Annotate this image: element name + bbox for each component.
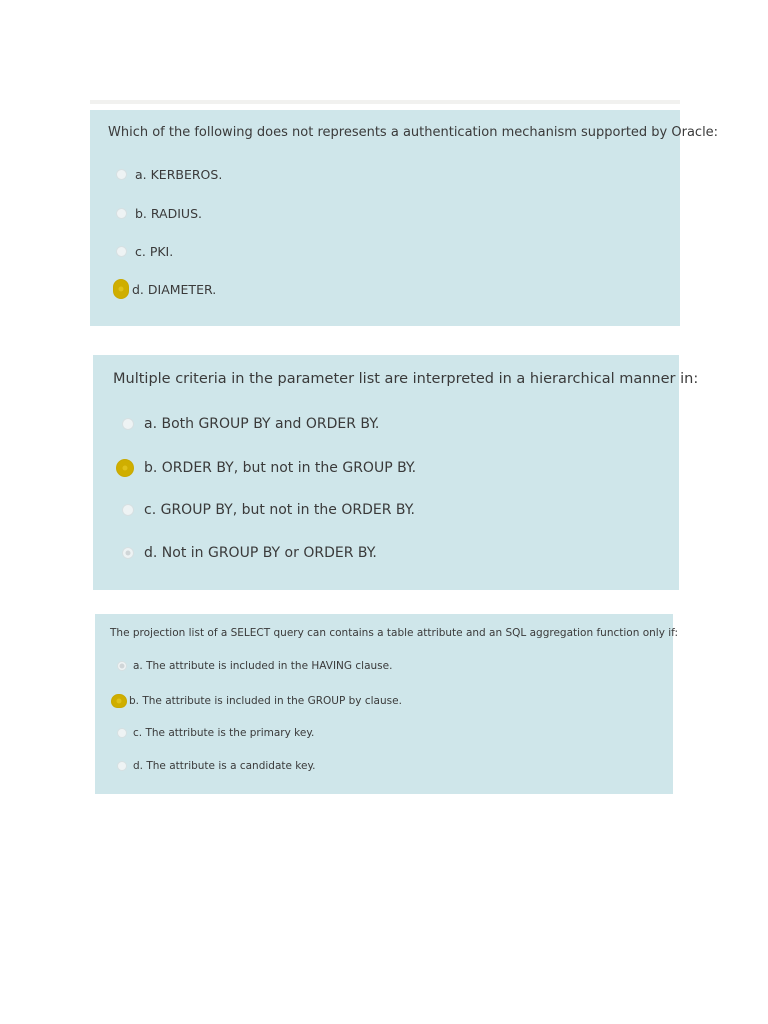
radio-button[interactable]	[122, 547, 134, 559]
radio-button[interactable]	[122, 504, 134, 516]
question-card-2	[93, 355, 699, 590]
question-text: Which of the following does not represents a authentication mechanism supported by Oracle:	[108, 125, 719, 140]
question-card-3	[95, 614, 679, 794]
option-d[interactable]	[122, 545, 377, 561]
option-b[interactable]	[117, 694, 402, 708]
option-label: a. KERBEROS.	[135, 167, 223, 182]
option-a[interactable]	[117, 660, 392, 672]
option-a[interactable]	[122, 416, 379, 432]
radio-button[interactable]	[117, 661, 127, 671]
question-card-1	[90, 110, 719, 326]
option-label: c. The attribute is the primary key.	[133, 727, 315, 739]
option-label: d. DIAMETER.	[132, 281, 217, 297]
option-label: c. PKI.	[135, 244, 174, 259]
radio-button[interactable]	[117, 761, 127, 771]
option-label: d. Not in GROUP BY or ORDER BY.	[144, 545, 377, 561]
radio-button-selected[interactable]	[116, 459, 134, 477]
radio-button[interactable]	[116, 208, 127, 219]
option-label: b. The attribute is included in the GROUP by clause.	[129, 695, 402, 707]
option-label: a. The attribute is included in the HAVING clause.	[133, 660, 393, 672]
option-a[interactable]	[116, 167, 222, 182]
radio-button[interactable]	[122, 418, 134, 430]
option-c[interactable]	[117, 727, 314, 739]
question-text: Multiple criteria in the parameter list are interpreted in a hierarchical manner in:	[113, 371, 699, 387]
option-label: b. ORDER BY, but not in the GROUP BY.	[144, 460, 417, 476]
radio-button[interactable]	[117, 728, 127, 738]
radio-button-selected[interactable]	[113, 279, 129, 299]
top-divider	[90, 100, 680, 104]
option-b[interactable]	[116, 206, 202, 221]
question-text: The projection list of a SELECT query can contains a table attribute and an SQL aggregation function only if:	[110, 627, 679, 639]
option-label: a. Both GROUP BY and ORDER BY.	[144, 416, 380, 432]
option-d[interactable]	[116, 279, 216, 299]
option-d[interactable]	[117, 760, 316, 772]
radio-button-selected[interactable]	[111, 694, 127, 708]
option-b[interactable]	[122, 459, 416, 477]
option-c[interactable]	[116, 244, 173, 259]
option-c[interactable]	[122, 502, 415, 518]
option-label: c. GROUP BY, but not in the ORDER BY.	[144, 502, 415, 518]
option-label: b. RADIUS.	[135, 206, 202, 221]
radio-button[interactable]	[116, 246, 127, 257]
radio-button[interactable]	[116, 169, 127, 180]
option-label: d. The attribute is a candidate key.	[133, 760, 316, 772]
